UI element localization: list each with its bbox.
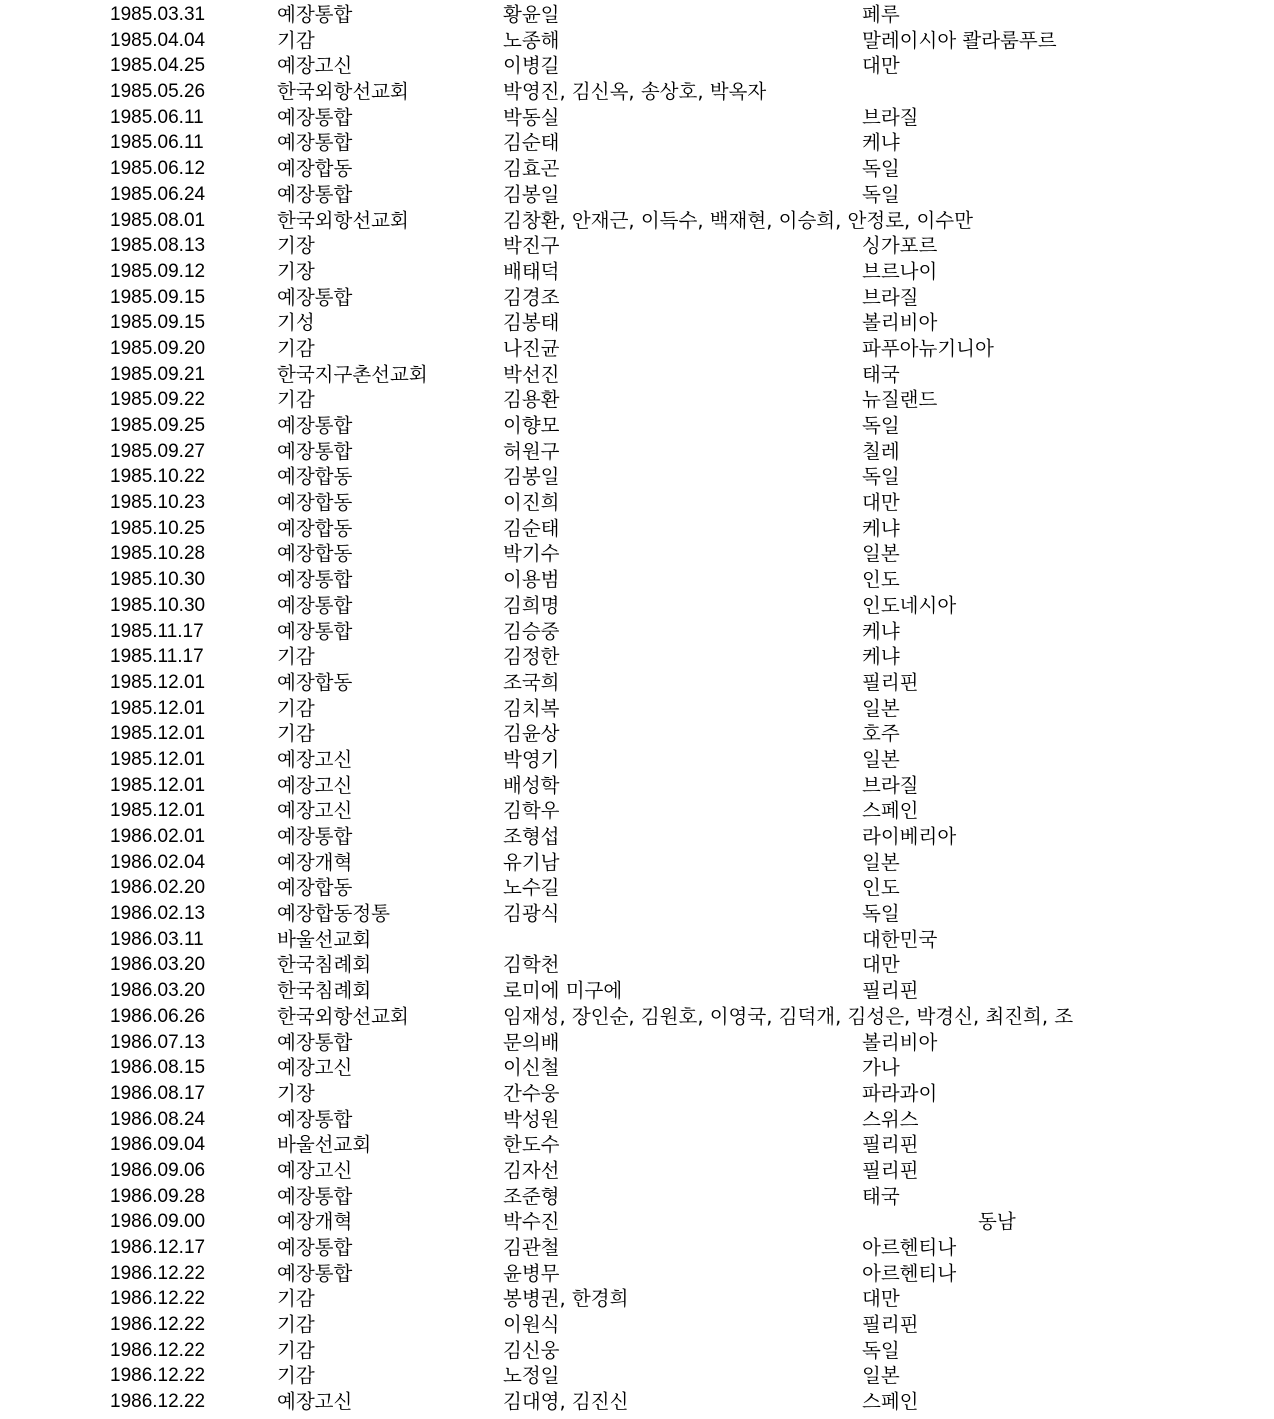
country-cell: 스페인: [862, 799, 919, 823]
date-cell: 1986.03.20: [110, 954, 206, 976]
organization-cell: 예장합동: [277, 465, 353, 489]
names-cell: 김치복: [503, 696, 560, 720]
date-cell: 1985.09.25: [110, 415, 206, 436]
names-cell: 배성학: [503, 773, 560, 797]
organization-cell: 기감: [277, 1287, 315, 1311]
date-cell: 1985.06.11: [110, 106, 204, 128]
table-row: [0, 1286, 1274, 1312]
organization-cell: 예장통합: [277, 414, 353, 437]
date-cell: 1986.03.11: [110, 928, 204, 950]
country-cell: 대만: [862, 953, 900, 977]
table-row: [0, 516, 1274, 542]
names-cell: 김순태: [503, 131, 560, 155]
names-cell: 봉병권, 한경희: [503, 1287, 629, 1311]
date-cell: 1985.10.25: [110, 517, 206, 539]
table-row: [0, 952, 1274, 978]
names-cell: 조국희: [503, 670, 560, 694]
date-cell: 1985.12.01: [110, 748, 206, 770]
organization-cell: 한국외항선교회: [277, 1004, 409, 1028]
table-row: [0, 233, 1274, 259]
names-cell: 이신철: [503, 1056, 560, 1080]
country-cell: 말레이시아 콸라룸푸르: [862, 28, 1057, 52]
organization-cell: 예장통합: [277, 182, 353, 206]
date-cell: 1985.09.20: [110, 337, 206, 359]
country-cell: 필리핀: [862, 1133, 919, 1157]
organization-cell: 기장: [277, 234, 315, 258]
organization-cell: 예장통합: [277, 1030, 353, 1054]
date-cell: 1985.09.27: [110, 440, 206, 462]
names-cell: 간수웅: [503, 1081, 560, 1105]
date-cell: 1985.09.15: [110, 312, 206, 334]
country-cell: 칠레: [862, 439, 900, 463]
names-cell: 박선진: [503, 362, 560, 386]
organization-cell: 기감: [277, 1338, 315, 1362]
names-cell: 김광식: [503, 902, 560, 926]
names-cell: 이병길: [503, 54, 560, 78]
date-cell: 1985.10.30: [110, 594, 206, 616]
date-cell: 1985.08.01: [110, 209, 206, 231]
date-cell: 1985.04.04: [110, 29, 206, 51]
date-cell: 1985.12.01: [110, 774, 206, 796]
names-cell: 배태덕: [503, 259, 560, 283]
table-row: [0, 310, 1274, 336]
country-cell: 일본: [862, 850, 900, 874]
country-cell: 독일: [862, 414, 900, 437]
date-cell: 1986.09.00: [110, 1211, 206, 1233]
organization-cell: 예장통합: [277, 568, 353, 592]
date-cell: 1986.02.20: [110, 877, 206, 899]
names-cell: 김대영, 김진신: [503, 1390, 629, 1414]
table-row: [0, 1389, 1274, 1415]
table-row: [0, 1235, 1274, 1261]
names-cell: 김학천: [503, 953, 560, 977]
names-cell: 김관철: [503, 1236, 560, 1259]
organization-cell: 한국침례회: [277, 953, 372, 977]
country-cell: 대만: [862, 1287, 900, 1311]
date-cell: 1986.12.22: [110, 1288, 206, 1310]
organization-cell: 예장합동: [277, 491, 353, 515]
date-cell: 1985.11.17: [110, 620, 204, 642]
table-row: [0, 1030, 1274, 1056]
organization-cell: 예장통합: [277, 1236, 353, 1259]
country-cell: 대만: [862, 491, 900, 515]
table-row: [0, 182, 1274, 208]
organization-cell: 예장통합: [277, 1184, 353, 1208]
table-row: [0, 696, 1274, 722]
organization-cell: 바울선교회: [277, 1133, 372, 1157]
table-row: [0, 1107, 1274, 1133]
date-cell: 1986.02.04: [110, 851, 206, 873]
date-cell: 1986.02.01: [110, 826, 206, 847]
names-cell: 노정일: [503, 1364, 560, 1388]
country-cell: 스페인: [862, 1390, 919, 1414]
names-cell: 로미에 미구에: [503, 979, 623, 1003]
date-cell: 1986.09.28: [110, 1185, 206, 1207]
country-cell: 일본: [862, 542, 900, 566]
names-cell: 박동실: [503, 105, 560, 129]
table-row: [0, 875, 1274, 901]
date-cell: 1986.06.26: [110, 1005, 206, 1027]
missionary-table: [0, 2, 1274, 1415]
table-row: [0, 1261, 1274, 1287]
organization-cell: 예장합동: [277, 876, 353, 900]
country-cell: 인도: [862, 568, 900, 592]
country-cell: 케냐: [862, 516, 900, 540]
country-cell: 싱가포르: [862, 234, 938, 258]
date-cell: 1985.06.11: [110, 132, 204, 154]
names-cell: 김경조: [503, 285, 560, 309]
country-cell: 독일: [862, 465, 900, 489]
organization-cell: 예장합동: [277, 516, 353, 540]
table-row: [0, 1132, 1274, 1158]
names-cell: 박영기: [503, 747, 560, 771]
country-cell: 일본: [862, 696, 900, 720]
table-row: [0, 747, 1274, 773]
organization-cell: 기감: [277, 28, 315, 52]
table-row: [0, 362, 1274, 388]
country-cell: 태국: [862, 362, 900, 386]
names-cell: 이원식: [503, 1313, 560, 1337]
country-cell: 브라질: [862, 773, 919, 797]
table-row: [0, 1184, 1274, 1210]
names-cell: 나진균: [503, 336, 560, 360]
date-cell: 1985.12.01: [110, 697, 206, 719]
country-cell: 독일: [862, 902, 900, 926]
date-cell: 1985.05.26: [110, 81, 206, 103]
organization-cell: 예장합동정통: [277, 902, 391, 926]
country-cell: 스위스: [862, 1107, 919, 1131]
date-cell: 1985.06.12: [110, 158, 206, 180]
table-row: [0, 439, 1274, 465]
names-cell: 김봉태: [503, 311, 560, 335]
date-cell: 1986.12.17: [110, 1237, 206, 1258]
table-row: [0, 927, 1274, 953]
organization-cell: 예장고신: [277, 1390, 353, 1414]
names-cell: 김학우: [503, 799, 560, 823]
table-row: [0, 336, 1274, 362]
note-cell: 동남: [978, 1210, 1016, 1234]
country-cell: 대만: [862, 54, 900, 78]
table-row: [0, 387, 1274, 413]
organization-cell: 예장통합: [277, 825, 353, 848]
table-row: [0, 824, 1274, 850]
names-cell: 김봉일: [503, 182, 560, 206]
date-cell: 1985.10.22: [110, 466, 206, 488]
organization-cell: 기감: [277, 1364, 315, 1388]
names-cell: 임재성, 장인순, 김원호, 이영국, 김덕개, 김성은, 박경신, 최진희, 조: [503, 1004, 1074, 1028]
date-cell: 1986.07.13: [110, 1031, 206, 1053]
names-cell: 박진구: [503, 234, 560, 258]
names-cell: 김승중: [503, 619, 560, 643]
organization-cell: 한국외항선교회: [277, 208, 409, 232]
table-row: [0, 464, 1274, 490]
date-cell: 1985.08.13: [110, 235, 206, 257]
table-row: [0, 619, 1274, 645]
table-row: [0, 1158, 1274, 1184]
date-cell: 1985.04.25: [110, 55, 206, 77]
date-cell: 1985.06.24: [110, 183, 206, 205]
names-cell: 이용범: [503, 568, 560, 592]
organization-cell: 한국침례회: [277, 979, 372, 1003]
date-cell: 1986.08.17: [110, 1082, 206, 1104]
organization-cell: 예장통합: [277, 439, 353, 463]
names-cell: 김창환, 안재근, 이득수, 백재현, 이승희, 안정로, 이수만: [503, 208, 973, 232]
date-cell: 1985.12.01: [110, 800, 206, 822]
table-row: [0, 413, 1274, 439]
table-row: [0, 670, 1274, 696]
names-cell: 박수진: [503, 1210, 560, 1234]
table-row: [0, 798, 1274, 824]
table-row: [0, 2, 1274, 28]
country-cell: 대한민국: [862, 927, 938, 951]
names-cell: 이진희: [503, 491, 560, 515]
table-row: [0, 130, 1274, 156]
organization-cell: 예장합동: [277, 157, 353, 181]
country-cell: 인도네시아: [862, 593, 957, 617]
table-row: [0, 1363, 1274, 1389]
names-cell: 유기남: [503, 850, 560, 874]
country-cell: 케냐: [862, 645, 900, 669]
organization-cell: 예장통합: [277, 593, 353, 617]
names-cell: 윤병무: [503, 1261, 560, 1285]
country-cell: 뉴질랜드: [862, 388, 938, 412]
country-cell: 필리핀: [862, 670, 919, 694]
table-row: [0, 28, 1274, 54]
organization-cell: 예장통합: [277, 131, 353, 155]
organization-cell: 한국외항선교회: [277, 80, 409, 104]
table-row: [0, 644, 1274, 670]
country-cell: 필리핀: [862, 979, 919, 1003]
table-row: [0, 567, 1274, 593]
date-cell: 1986.12.22: [110, 1339, 206, 1361]
country-cell: 파푸아뉴기니아: [862, 336, 994, 360]
table-row: [0, 79, 1274, 105]
organization-cell: 예장개혁: [277, 850, 353, 874]
organization-cell: 예장통합: [277, 3, 353, 26]
country-cell: 케냐: [862, 131, 900, 155]
table-row: [0, 721, 1274, 747]
names-cell: 노종해: [503, 28, 560, 52]
country-cell: 호주: [862, 722, 900, 746]
organization-cell: 기감: [277, 696, 315, 720]
organization-cell: 예장합동: [277, 542, 353, 566]
organization-cell: 기장: [277, 259, 315, 283]
organization-cell: 예장통합: [277, 285, 353, 309]
country-cell: 독일: [862, 1338, 900, 1362]
organization-cell: 예장합동: [277, 670, 353, 694]
table-row: [0, 850, 1274, 876]
country-cell: 독일: [862, 157, 900, 181]
table-row: [0, 156, 1274, 182]
names-cell: 이향모: [503, 414, 560, 437]
table-row: [0, 593, 1274, 619]
country-cell: 볼리비아: [862, 1030, 938, 1054]
country-cell: 인도: [862, 876, 900, 900]
date-cell: 1986.08.15: [110, 1057, 206, 1079]
date-cell: 1985.10.23: [110, 492, 206, 514]
names-cell: 김순태: [503, 516, 560, 540]
table-row: [0, 1055, 1274, 1081]
date-cell: 1985.11.17: [110, 646, 204, 668]
organization-cell: 예장고신: [277, 747, 353, 771]
country-cell: 브라질: [862, 105, 919, 129]
table-row: [0, 259, 1274, 285]
country-cell: 가나: [862, 1056, 900, 1080]
table-row: [0, 53, 1274, 79]
organization-cell: 기감: [277, 388, 315, 412]
names-cell: 김효곤: [503, 157, 560, 181]
organization-cell: 예장고신: [277, 54, 353, 78]
date-cell: 1986.12.22: [110, 1262, 206, 1284]
date-cell: 1986.02.13: [110, 903, 206, 925]
names-cell: 조준형: [503, 1184, 560, 1208]
names-cell: 김봉일: [503, 465, 560, 489]
table-row: [0, 208, 1274, 234]
organization-cell: 예장개혁: [277, 1210, 353, 1234]
date-cell: 1985.10.30: [110, 569, 206, 591]
table-row: [0, 285, 1274, 311]
table-row: [0, 1312, 1274, 1338]
date-cell: 1986.12.22: [110, 1391, 206, 1413]
organization-cell: 예장고신: [277, 773, 353, 797]
names-cell: 박영진, 김신옥, 송상호, 박옥자: [503, 80, 767, 104]
country-cell: 볼리비아: [862, 311, 938, 335]
country-cell: 태국: [862, 1184, 900, 1208]
date-cell: 1985.12.01: [110, 671, 206, 693]
organization-cell: 기장: [277, 1081, 315, 1105]
table-row: [0, 1338, 1274, 1364]
names-cell: 김용환: [503, 388, 560, 412]
table-row: [0, 1004, 1274, 1030]
date-cell: 1985.09.12: [110, 260, 206, 282]
country-cell: 페루: [862, 3, 900, 26]
country-cell: 필리핀: [862, 1158, 919, 1182]
organization-cell: 예장고신: [277, 799, 353, 823]
country-cell: 케냐: [862, 619, 900, 643]
organization-cell: 예장고신: [277, 1158, 353, 1182]
organization-cell: 예장통합: [277, 105, 353, 129]
names-cell: 조형섭: [503, 825, 560, 848]
table-row: [0, 490, 1274, 516]
organization-cell: 바울선교회: [277, 927, 372, 951]
names-cell: 김자선: [503, 1158, 560, 1182]
names-cell: 박성원: [503, 1107, 560, 1131]
date-cell: 1986.08.24: [110, 1108, 206, 1130]
names-cell: 김희명: [503, 593, 560, 617]
table-row: [0, 978, 1274, 1004]
country-cell: 브르나이: [862, 259, 938, 283]
country-cell: 독일: [862, 182, 900, 206]
date-cell: 1985.09.22: [110, 389, 206, 411]
country-cell: 필리핀: [862, 1313, 919, 1337]
organization-cell: 기감: [277, 645, 315, 669]
names-cell: 문의배: [503, 1030, 560, 1054]
date-cell: 1985.12.01: [110, 723, 206, 745]
names-cell: 허원구: [503, 439, 560, 463]
organization-cell: 기성: [277, 311, 315, 335]
country-cell: 아르헨티나: [862, 1261, 957, 1285]
country-cell: 라이베리아: [862, 825, 957, 848]
country-cell: 브라질: [862, 285, 919, 309]
names-cell: 황윤일: [503, 3, 560, 26]
country-cell: 파라과이: [862, 1081, 938, 1105]
date-cell: 1986.09.06: [110, 1159, 206, 1181]
names-cell: 한도수: [503, 1133, 560, 1157]
table-row: [0, 1209, 1274, 1235]
date-cell: 1986.09.04: [110, 1134, 206, 1156]
names-cell: 박기수: [503, 542, 560, 566]
organization-cell: 예장통합: [277, 619, 353, 643]
names-cell: 김신웅: [503, 1338, 560, 1362]
country-cell: 일본: [862, 1364, 900, 1388]
organization-cell: 예장고신: [277, 1056, 353, 1080]
date-cell: 1985.10.28: [110, 543, 206, 565]
date-cell: 1986.03.20: [110, 980, 206, 1002]
date-cell: 1986.12.22: [110, 1365, 206, 1387]
names-cell: 노수길: [503, 876, 560, 900]
date-cell: 1985.09.21: [110, 363, 206, 385]
table-row: [0, 541, 1274, 567]
table-row: [0, 105, 1274, 131]
date-cell: 1985.03.31: [110, 4, 206, 25]
table-row: [0, 1081, 1274, 1107]
country-cell: 아르헨티나: [862, 1236, 957, 1259]
organization-cell: 기감: [277, 1313, 315, 1337]
table-row: [0, 773, 1274, 799]
organization-cell: 기감: [277, 336, 315, 360]
date-cell: 1986.12.22: [110, 1314, 206, 1336]
country-cell: 일본: [862, 747, 900, 771]
organization-cell: 예장통합: [277, 1107, 353, 1131]
table-row: [0, 901, 1274, 927]
names-cell: 김윤상: [503, 722, 560, 746]
date-cell: 1985.09.15: [110, 286, 206, 308]
organization-cell: 기감: [277, 722, 315, 746]
organization-cell: 한국지구촌선교회: [277, 362, 428, 386]
organization-cell: 예장통합: [277, 1261, 353, 1285]
names-cell: 김정한: [503, 645, 560, 669]
